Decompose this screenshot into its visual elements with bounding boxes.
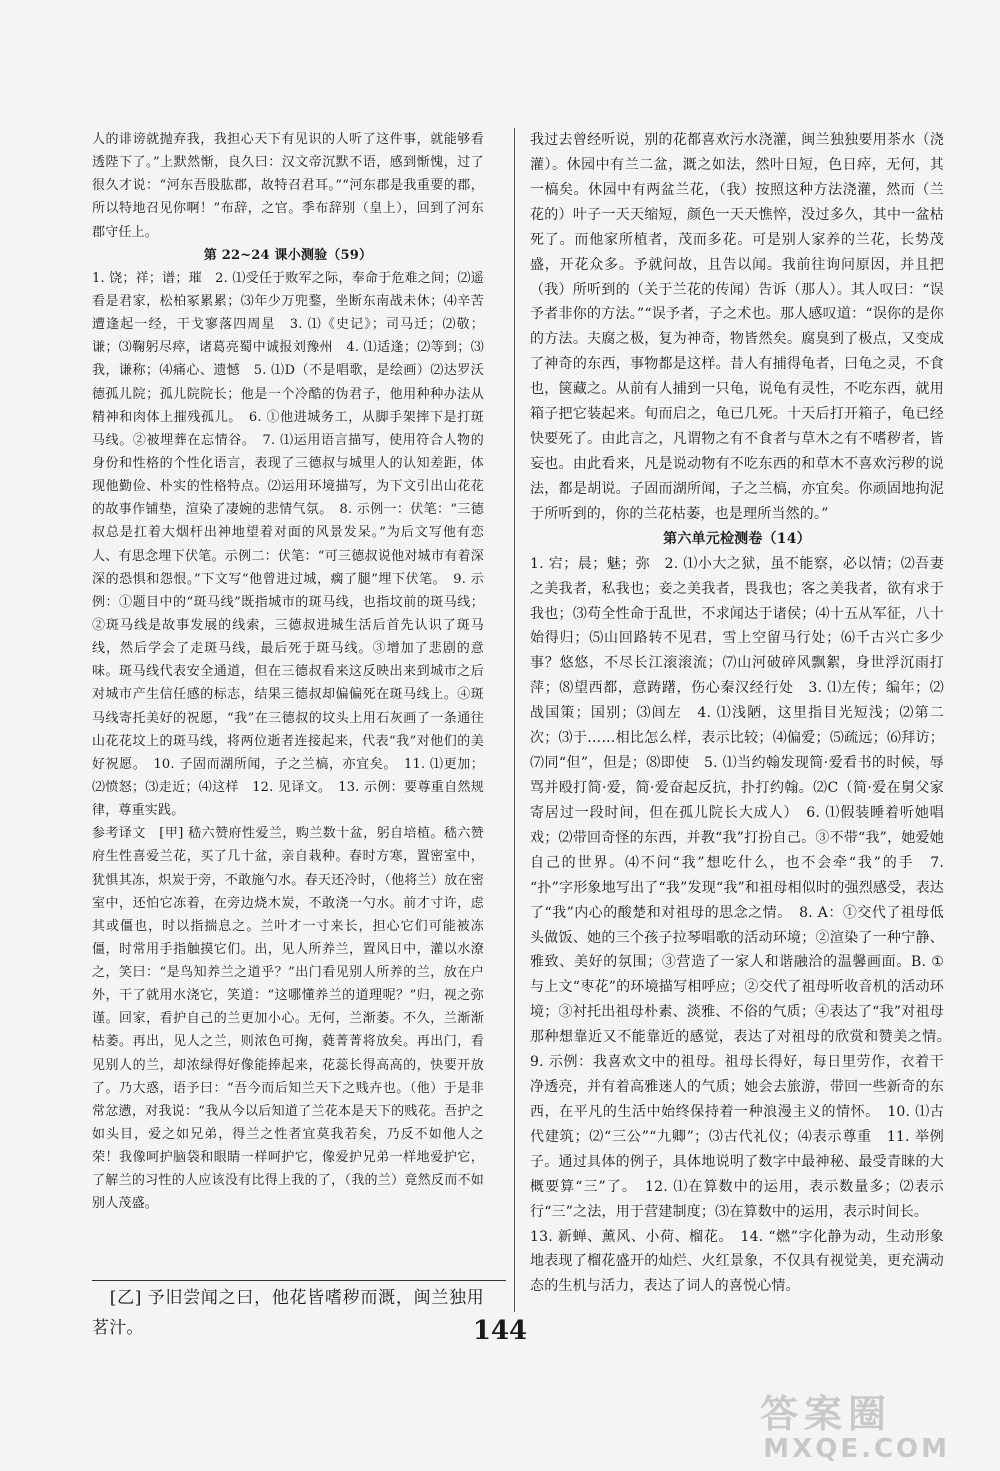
watermark-domain: MXQE.COM (763, 1434, 950, 1464)
section-heading-unit-6-test: 第六单元检测卷（14） (663, 530, 811, 547)
unit-test-answers-final: 13. 新蝉、薰风、小荷、榴花。 14. “燃”字化静为动，生动形象地表现了榴花盛开的灿烂、火红景象，不仅具有视觉美，更充满动态的生机与活力，表达了词人的喜悦心情。 (530, 1228, 944, 1295)
unit-test-answers: 1. 宕；晨；魅；弥 2. ⑴小大之狱，虽不能察，必以情；⑵吾妻之美我者，私我也；妾之美我者，畏我也；客之美我者，欲有求于我也；⑶苟全性命于乱世，不求闻达于诸侯；⑷十五从军征，八十始得归；⑸山回路转不见君，雪上空留马行处；⑹千古兴亡多少事？悠悠，不尽长江滚滚流；⑺山河破碎风飘絮，身世浮沉雨打萍；⑻望西都，意踌躇，伤心秦汉经行处 3. ⑴左传；编年；⑵战国策；国别；⑶闾左 4. ⑴浅陋，这里指目光短浅；⑵第二次；⑶于……相比怎么样，表示比较；⑷偏爱；⑸疏远；⑹拜访；⑺同“但”，但是；⑻即使 5. ⑴当约翰发现简·爱看书的时候，辱骂并殴打简·爱，简·爱奋起反抗，扑打约翰。⑵C（简·爱在舅父家寄居过一段时间，但在孤儿院长大成人） 6. ⑴假装睡着听她唱戏；⑵带回奇怪的东西，并教“我”打扮自己。③不带“我”，她爱她自己的世界。⑷不问“我”想吃什么，也不会牵“我”的手 7. “扑”字形象地写出了“我”发现“我”和祖母相似时的强烈感受，表达了“我”内心的酸楚和对祖母的思念之情。 8. A：①交代了祖母低头做饭、她的三个孩子拉琴唱歌的活动环境；②渲染了一种宁静、雅致、美好的氛围；③营造了一家人和谐融洽的温馨画面。B. ①与上文“枣花”的环境描写相呼应；②交代了祖母听收音机的活动环境；③衬托出祖母朴素、淡雅、不俗的气质；④表达了“我”对祖母那种想靠近又不能靠近的感觉，表达了对祖母的欣赏和赞美之情。 9. 示例：我喜欢文中的祖母。祖母长得好，每日里劳作，衣着干净透亮，并有着高雅迷人的气质；她会去旅游，带回一些新奇的东西，在平凡的生活中始终保持着一种浪漫主义的情怀。 10. ⑴古代建筑；⑵“三公”“九卿”；⑶古代礼仪；⑷表示尊重 11. 举例子。通过具体的例子，具体地说明了数字中最神秘、最受青睐的大概要算“三”了。 12. ⑴在算数中的运用，表示数量多；⑵表示行“三”之法，用于营建制度；⑶在算数中的运用，表示时间长。 (530, 555, 959, 1220)
left-column (92, 128, 484, 1216)
page-number: 144 (472, 1316, 528, 1346)
reference-translation-yi: [乙] 予旧尝闻之曰，他花皆嗜秽而溉，闽兰独用茗汁。 (92, 1288, 484, 1339)
section-heading-quiz-22-24: 第 22~24 课小测验（59） (203, 247, 373, 263)
translation-continued: 人的诽谤就抛弃我，我担心天下有见识的人听了这件事，就能够看透陛下了。”上默然惭，良久曰：汉文帝沉默不语，感到惭愧，过了很久才说：“河东吾股肱郡，故特召君耳。”“河东郡是我重要的郡，所以特地召见你啊！”布辞，之官。季布辞别（皇上），回到了河东郡守任上。 (92, 132, 484, 240)
watermark-logo-text: 答案圈 (760, 1392, 893, 1436)
translation-yi-continued: 我过去曾经听说，别的花都喜欢污水浇灌，闽兰独独要用茶水（浇灌）。休园中有兰二盆，溉之如法，然叶日短，色日瘁，无何，其一槁矣。休园中有两盆兰花，（我）按照这种方法浇灌，然而（兰花的）叶子一天天缩短，颜色一天天憔悴，没过多久，其中一盆枯死了。而他家所植者，茂而多花。可是别人家养的兰花，长势茂盛，开花众多。予就问故，且告以闻。我前往询问原因，并且把（我）所听到的（关于兰花的传闻）告诉（那人）。其人叹曰：“误予者非你的方法。”“误予者，子之术也。那人感叹道：“误你的是你的方法。夫腐之极，复为神奇，物皆然矣。腐臭到了极点，又变成了神奇的东西，事物都是这样。昔人有捕得龟者，曰龟之灵，不食也，箧藏之。从前有人捕到一只龟，说龟有灵性，不吃东西，就用箱子把它装起来。旬而启之，龟已几死。十天后打开箱子，龟已经快要死了。由此言之，凡谓物之有不食者与草木之有不嗜秽者，皆妄也。由此看来，凡是说动物有不吃东西的和草木不喜欢污秽的说法，都是胡说。子固而湖所闻，子之兰槁，亦宜矣。你顽固地拘泥于所听到的，你的兰花枯萎，也是理所当然的。” (530, 132, 944, 522)
right-column (530, 128, 959, 1299)
quiz-answers: 1. 饶；祥；谱；璀 2. ⑴受任于败军之际，奉命于危难之间；⑵遥看是君家，松柏冢累累；⑶年少万兜鍪，坐断东南战未休；⑷辛苦遭逢起一经，干戈寥落四周星 3. ⑴《史记》；司马迁；⑵敬；谦；⑶鞠躬尽瘁，诸葛亮蜀中诚报刘豫州 4. ⑴适逢；⑵等到；⑶我，谦称；⑷痛心、遗憾 5. ⑴D（不是唱歌，是绘画）⑵达罗沃德孤儿院；孤儿院院长；他是一个冷酷的伪君子，他用种种办法从精神和肉体上摧残孤儿。 6. ①他进城务工，从脚手架摔下是打斑马线。②被埋葬在忘情谷。 7. ⑴运用语言描写，使用符合人物的身份和性格的个性化语言，表现了三德叔与城里人的认知差距，体现他勤俭、朴实的性格特点。⑵运用环境描写，为下文引出山花花的故事作铺垫，渲染了凄婉的悲情气氛。 8. 示例一：伏笔：“三德叔总是扛着大烟杆出神地望着对面的风景发呆。”为后文写他有恋人、有思念埋下伏笔。示例二：伏笔：“可三德叔说他对城市有着深深的恐惧和怨恨。”下文写“他曾进过城，瘸了腿”埋下伏笔。 9. 示例：①题目中的“斑马线”既指城市的斑马线，也指坟前的斑马线；②斑马线是故事发展的线索，三德叔进城生活后首先认识了斑马线，然后学会了走斑马线，最后死于斑马线。③增加了悲剧的意味。斑马线代表安全通道，但在三德叔看来这反映出来到城市之后对城市产生信任感的标志，结果三德叔却偏偏死在斑马线上。④斑马线寄托美好的祝愿，“我”在三德叔的坟头上用石灰画了一条通往山花花坟上的斑马线，将两位逝者连接起来，代表“我”对他们的美好祝愿。 10. 子固而湖所闻，子之兰槁，亦宜矣。 11. ⑴更加；⑵愤怒；⑶走近；⑷这样 12. 见译文。 13. 示例：要尊重自然规律，尊重实践。 (92, 270, 484, 819)
footnote-divider (92, 1280, 506, 1281)
reference-translation-jia: 参考译文 [甲] 嵇六赞府性爱兰，购兰数十盆，躬自培植。嵇六赞府生性喜爱兰花，买了几十盆，亲自栽种。春时方寒，置密室中，犹惧其冻，炽炭于旁，不敢施勺水。春天还冷时，（他将兰）放在密室中，还怕它冻着，在旁边烧木炭，不敢浇一勺水。前才寸许，虑其或僵也，时以指揣息之。兰叶才一寸来长，担心它们可能被冻僵，时常用手指触摸它们。出，见人所养兰，置风日中，灌以水潦之，笑曰：“是鸟知养兰之道乎？”出门看见别人所养的兰，放在户外，干了就用水浇它，笑道：“这哪懂养兰的道理呢？”归，视之弥谨。回家，看护自己的兰更加小心。无何，兰渐萎。不久，兰渐渐枯萎。再出，见人之兰，则浓色可掬，蕤菁菁将放矣。再出门，看见别人的兰，却浓绿得好像能捧起来，花蕊长得高高的，快要开放了。乃大惑，语予曰：“吾今而后知兰天下之贱卉也。（他）于是非常忿懑，对我说：“我从今以后知道了兰花本是天下的贱花。吾护之如头目，爱之如兄弟，得兰之性者宜莫我若矣，乃反不如他人之荣！我像呵护脑袋和眼睛一样呵护它，像爱护兄弟一样地爱护它，了解兰的习性的人应该没有比得上我的了，（我的兰）竟然反而不如别人茂盛。 (92, 826, 484, 1212)
scan-mark (392, 0, 510, 26)
column-divider (514, 128, 515, 1312)
site-watermark (760, 1392, 960, 1464)
